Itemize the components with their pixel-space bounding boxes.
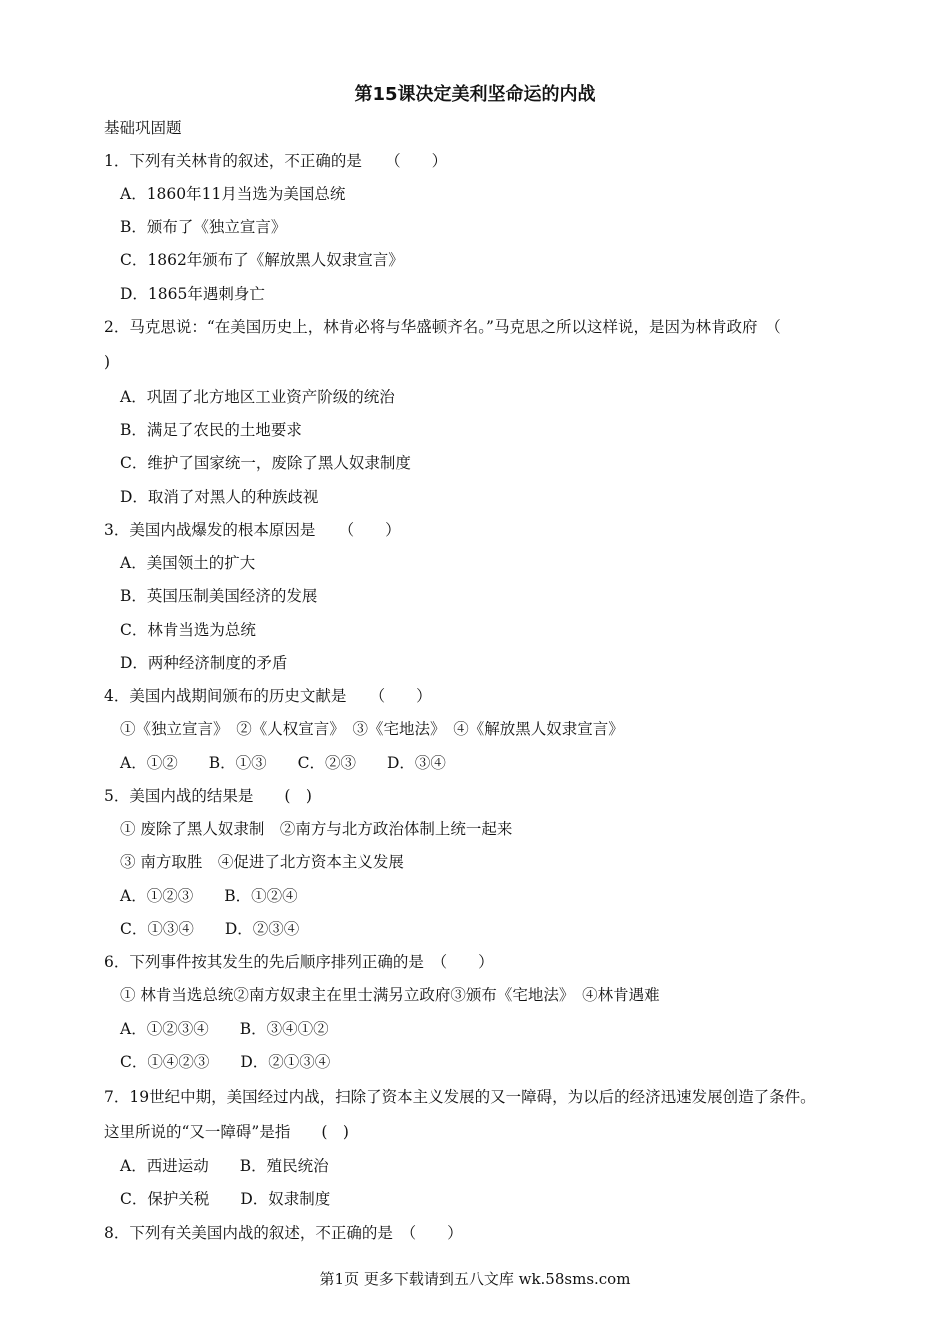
question-3-option-d: D．两种经济制度的矛盾 xyxy=(120,654,288,672)
question-6-options-2: C．①④②③ D．②①③④ xyxy=(120,1053,331,1071)
question-1-option-d: D．1865年遇刺身亡 xyxy=(120,285,265,303)
question-6-items: ① 林肯当选总统②南方奴隶主在里士满另立政府③颁布《宅地法》 ④林肯遇难 xyxy=(120,986,660,1004)
question-2-option-d: D．取消了对黑人的种族歧视 xyxy=(120,488,319,506)
question-2-stem: 2．马克思说：“在美国历史上，林肯必将与华盛顿齐名。”马克思之所以这样说，是因为林肯政府 （ xyxy=(104,318,781,336)
question-3-option-a: A．美国领土的扩大 xyxy=(120,554,256,572)
question-2-option-b: B．满足了农民的土地要求 xyxy=(120,421,302,439)
question-3-option-c: C．林肯当选为总统 xyxy=(120,621,256,639)
question-5-stem: 5．美国内战的结果是 ( ) xyxy=(104,787,312,805)
page-title: 第15课决定美利坚命运的内战 xyxy=(354,84,596,105)
question-2-option-c: C．维护了国家统一，废除了黑人奴隶制度 xyxy=(120,454,411,472)
question-2-option-a: A．巩固了北方地区工业资产阶级的统治 xyxy=(120,388,395,406)
question-5-items-2: ③ 南方取胜 ④促进了北方资本主义发展 xyxy=(120,853,404,871)
question-3-option-b: B．英国压制美国经济的发展 xyxy=(120,587,318,605)
question-8-stem: 8．下列有关美国内战的叙述，不正确的是 （ ） xyxy=(104,1224,463,1242)
question-5-options-2: C．①③④ D．②③④ xyxy=(120,920,300,938)
question-5-options-1: A．①②③ B．①②④ xyxy=(120,887,298,905)
question-1-stem: 1．下列有关林肯的叙述，不正确的是 （ ） xyxy=(104,152,448,170)
question-5-items-1: ① 废除了黑人奴隶制 ②南方与北方政治体制上统一起来 xyxy=(120,820,513,838)
question-4-stem: 4．美国内战期间颁布的历史文献是 （ ） xyxy=(104,687,432,705)
question-4-options: A．①② B．①③ C．②③ D．③④ xyxy=(120,754,446,772)
question-7-options-2: C．保护关税 D．奴隶制度 xyxy=(120,1190,331,1208)
question-6-stem: 6．下列事件按其发生的先后顺序排列正确的是 （ ） xyxy=(104,953,494,971)
section-heading: 基础巩固题 xyxy=(104,119,182,137)
question-6-options-1: A．①②③④ B．③④①② xyxy=(120,1020,329,1038)
question-1-option-c: C．1862年颁布了《解放黑人奴隶宣言》 xyxy=(120,251,404,269)
question-4-items: ①《独立宣言》 ②《人权宣言》 ③《宅地法》 ④《解放黑人奴隶宣言》 xyxy=(120,720,624,738)
question-1-option-a: A．1860年11月当选为美国总统 xyxy=(120,185,346,203)
question-1-option-b: B．颁布了《独立宣言》 xyxy=(120,218,287,236)
page-footer: 第1页 更多下载请到五八文库 wk.58sms.com xyxy=(319,1270,631,1288)
question-7-options-1: A．西进运动 B．殖民统治 xyxy=(120,1157,329,1175)
question-7-stem: 7．19世纪中期，美国经过内战，扫除了资本主义发展的又一障碍，为以后的经济迅速发展创造了条件。 xyxy=(104,1088,816,1106)
question-7-stem-continued: 这里所说的“又一障碍”是指 ( ) xyxy=(104,1123,349,1141)
question-2-stem-continued: ) xyxy=(104,353,111,371)
question-3-stem: 3．美国内战爆发的根本原因是 （ ） xyxy=(104,521,401,539)
